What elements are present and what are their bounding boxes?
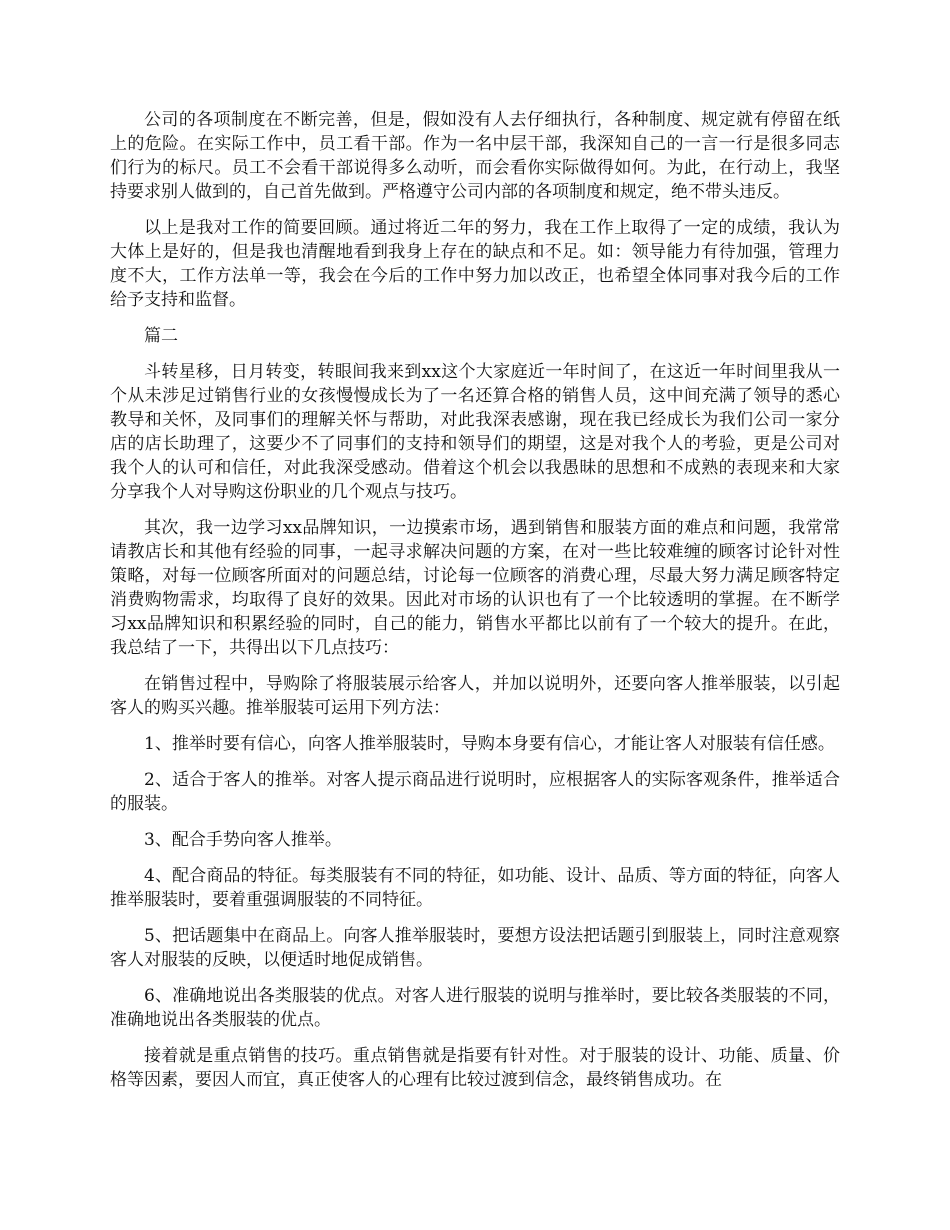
paragraph-company-rules: 公司的各项制度在不断完善，但是，假如没有人去仔细执行，各种制度、规定就有停留在纸上的危险。在实际工作中，员工看干部。作为一名中层干部，我深知自己的一言一行是很多同志们行为的标尺。员工不会看干部说得多么动听，而会看你实际做得如何。为此，在行动上，我坚持要求别人做到的，自己首先做到。严格遵守公司内部的各项制度和规定，绝不带头违反。	[110, 110, 840, 202]
document-page	[110, 108, 840, 1104]
list-item-4: 4、配合商品的特征。每类服装有不同的特征，如功能、设计、品质、等方面的特征，向客人推举服装时，要着重强调服装的不同特征。	[110, 866, 840, 910]
paragraph-introduction: 斗转星移，日月转变，转眼间我来到xx这个大家庭近一年时间了，在这近一年时间里我从一个从未涉足过销售行业的女孩慢慢成长为了一名还算合格的销售人员，这中间充满了领导的悉心教导和关怀，及同事们的理解关怀与帮助，对此我深表感谢，现在我已经成长为我们公司一家分店的店长助理了，这要少不了同事们的支持和领导们的期望，这是对我个人的考验，更是公司对我个人的认可和信任，对此我深受感动。借着这个机会以我愚昧的思想和不成熟的表现来和大家分享我个人对导购这份职业的几个观点与技巧。	[110, 362, 840, 502]
section-heading: 篇二	[144, 326, 178, 346]
paragraph-learning: 其次，我一边学习xx品牌知识，一边摸索市场，遇到销售和服装方面的难点和问题，我常常请教店长和其他有经验的同事，一起寻求解决问题的方案，在对一些比较难缠的顾客讨论针对性策略，对每一位顾客所面对的问题总结，讨论每一位顾客的消费心理，尽最大努力满足顾客特定消费购物需求，均取得了良好的效果。因此对市场的认识也有了一个比较透明的掌握。在不断学习xx品牌知识和积累经验的同时，自己的能力，销售水平都比以前有了一个较大的提升。在此，我总结了一下，共得出以下几点技巧：	[110, 518, 840, 658]
paragraph-work-review: 以上是我对工作的简要回顾。通过将近二年的努力，我在工作上取得了一定的成绩，我认为大体上是好的，但是我也清醒地看到我身上存在的缺点和不足。如：领导能力有待加强，管理力度不大，工作方法单一等，我会在今后的工作中努力加以改正，也希望全体同事对我今后的工作给予支持和监督。	[110, 218, 840, 310]
paragraph-sales-process: 在销售过程中，导购除了将服装展示给客人，并加以说明外，还要向客人推举服装，以引起客人的购买兴趣。推举服装可运用下列方法：	[110, 674, 840, 718]
list-item-2: 2、适合于客人的推举。对客人提示商品进行说明时，应根据客人的实际客观条件，推举适合的服装。	[110, 770, 840, 814]
list-item-1: 1、推举时要有信心，向客人推举服装时，导购本身要有信心，才能让客人对服装有信任感。	[144, 734, 835, 754]
list-item-3: 3、配合手势向客人推举。	[144, 830, 342, 850]
paragraph-key-sales: 接着就是重点销售的技巧。重点销售就是指要有针对性。对于服装的设计、功能、质量、价格等因素，要因人而宜，真正使客人的心理有比较过渡到信念，最终销售成功。在	[110, 1046, 840, 1090]
list-item-5: 5、把话题集中在商品上。向客人推举服装时，要想方设法把话题引到服装上，同时注意观察客人对服装的反映，以便适时地促成销售。	[110, 926, 840, 970]
list-item-6: 6、准确地说出各类服装的优点。对客人进行服装的说明与推举时，要比较各类服装的不同，准确地说出各类服装的优点。	[110, 986, 840, 1030]
